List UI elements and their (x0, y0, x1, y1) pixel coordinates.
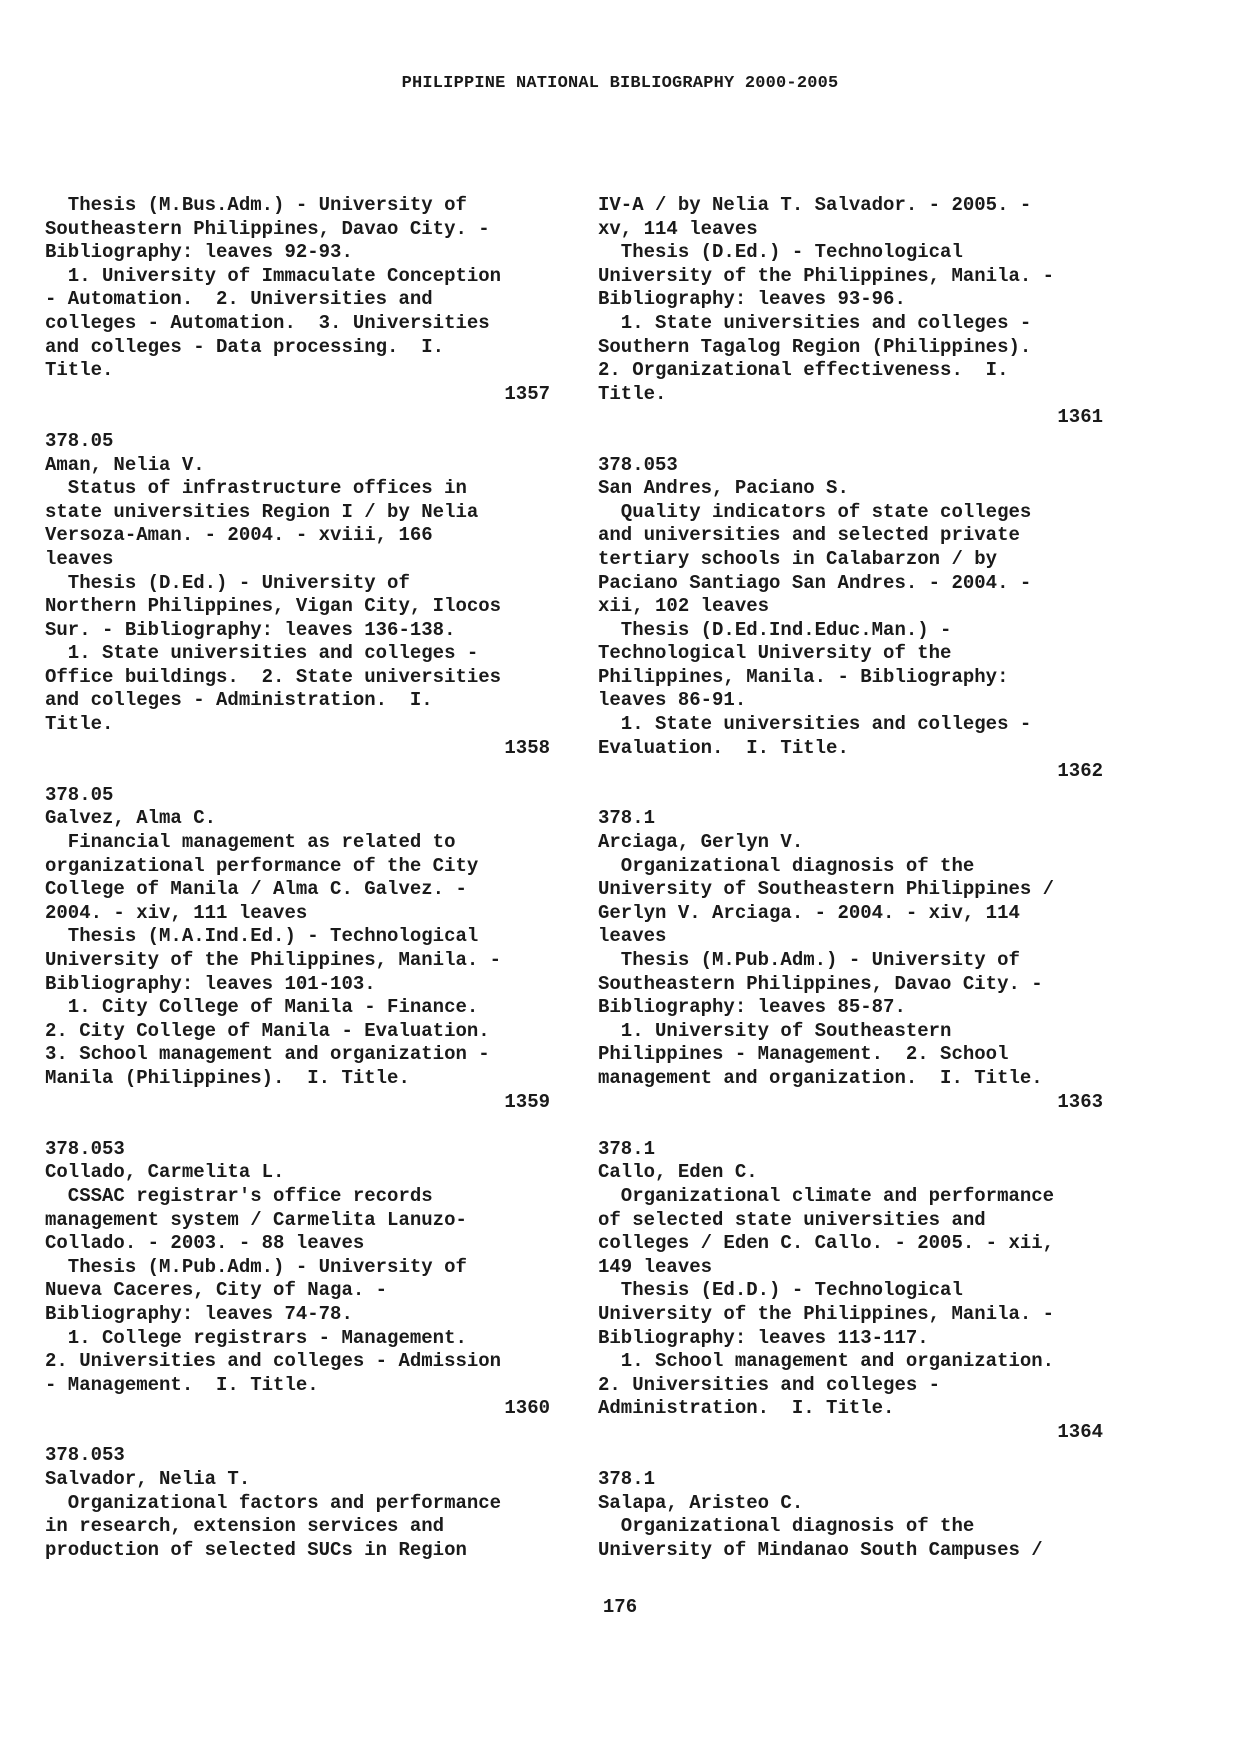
call-number: 378.1 (598, 1468, 656, 1491)
entry-line: 1. School management and organization. (598, 1350, 1055, 1373)
entry-1357-continued (45, 194, 550, 406)
entry-line: CSSAC registrar's office records (45, 1184, 433, 1207)
entry-line: colleges - Automation. 3. Universities (45, 311, 490, 334)
entry-line: 1. State universities and colleges - (598, 311, 1032, 334)
entry-line: Thesis (M.A.Ind.Ed.) - Technological (45, 925, 479, 948)
entry-line: Administration. I. Title. (598, 1397, 895, 1420)
entry-line: Bibliography: leaves 74-78. (45, 1302, 353, 1325)
author: San Andres, Paciano S. (598, 477, 849, 500)
entry-number: 1363 (1057, 1090, 1103, 1113)
entry-line: Technological University of the (598, 642, 952, 665)
entry-line: state universities Region I / by Nelia (45, 500, 479, 523)
entry-line: Paciano Santiago San Andres. - 2004. - (598, 571, 1032, 594)
entry-1361-continued (598, 194, 1103, 430)
entry-number: 1359 (504, 1090, 550, 1113)
entry-line: 1. City College of Manila - Finance. (45, 996, 479, 1019)
entry-1364 (598, 1138, 1103, 1445)
entry-line: management and organization. I. Title. (598, 1066, 1043, 1089)
entry-line: 1. University of Immaculate Conception (45, 264, 502, 287)
entry-line: IV-A / by Nelia T. Salvador. - 2005. - (598, 194, 1032, 216)
entry-number: 1357 (504, 382, 550, 405)
entry-line: xii, 102 leaves (598, 595, 770, 618)
entry-line: Sur. - Bibliography: leaves 136-138. (45, 618, 456, 641)
entry-spacer (45, 1114, 550, 1138)
entry-line: in research, extension services and (45, 1515, 445, 1538)
entry-line: Organizational diagnosis of the (598, 854, 975, 877)
entry-line: Southeastern Philippines, Davao City. - (598, 972, 1043, 995)
author: Callo, Eden C. (598, 1161, 758, 1184)
entry-line: University of the Philippines, Manila. - (598, 1302, 1055, 1325)
entry-line: 1. University of Southeastern (598, 1019, 952, 1042)
entry-line: - Automation. 2. Universities and (45, 288, 433, 311)
entry-line: Thesis (D.Ed.) - University of (45, 571, 410, 594)
entry-line: Thesis (Ed.D.) - Technological (598, 1279, 963, 1302)
author: Salvador, Nelia T. (45, 1468, 251, 1491)
entry-line: - Management. I. Title. (45, 1373, 319, 1396)
entry-line: Southern Tagalog Region (Philippines). (598, 335, 1032, 358)
entry-line: leaves (45, 547, 114, 570)
entry-number: 1361 (1057, 406, 1103, 429)
entry-line: and colleges - Administration. I. (45, 689, 433, 712)
entry-line: production of selected SUCs in Region (45, 1538, 467, 1561)
author: Salapa, Aristeo C. (598, 1491, 804, 1514)
entry-line: Organizational factors and performance (45, 1491, 502, 1514)
entry-1361-start (45, 1444, 550, 1562)
entry-line: Bibliography: leaves 113-117. (598, 1326, 929, 1349)
entry-number: 1358 (504, 736, 550, 759)
entry-line: 2004. - xiv, 111 leaves (45, 901, 308, 924)
call-number: 378.1 (598, 807, 656, 830)
entry-line: 3. School management and organization - (45, 1043, 490, 1066)
call-number: 378.05 (45, 783, 114, 806)
entry-line: Title. (45, 359, 114, 382)
entry-line: Quality indicators of state colleges (598, 500, 1032, 523)
author: Arciaga, Gerlyn V. (598, 831, 804, 854)
call-number: 378.053 (45, 1444, 125, 1467)
entry-line: Gerlyn V. Arciaga. - 2004. - xiv, 114 (598, 901, 1020, 924)
entry-line: and colleges - Data processing. I. (45, 335, 445, 358)
entry-number: 1362 (1057, 760, 1103, 783)
entry-line: Southeastern Philippines, Davao City. - (45, 217, 490, 240)
entry-line: management system / Carmelita Lanuzo- (45, 1208, 467, 1231)
entry-spacer (45, 406, 550, 430)
entry-line: xv, 114 leaves (598, 217, 758, 240)
entry-line: 2. Universities and colleges - Admission (45, 1350, 502, 1373)
entry-1363 (598, 807, 1103, 1114)
entry-line: tertiary schools in Calabarzon / by (598, 547, 998, 570)
entry-line: Title. (598, 382, 667, 405)
entry-line: Organizational diagnosis of the (598, 1515, 975, 1538)
entry-line: Northern Philippines, Vigan City, Ilocos (45, 595, 502, 618)
entry-line: organizational performance of the City (45, 854, 479, 877)
author: Aman, Nelia V. (45, 453, 205, 476)
entry-line: Bibliography: leaves 85-87. (598, 996, 906, 1019)
entry-line: Evaluation. I. Title. (598, 736, 849, 759)
entry-line: Status of infrastructure offices in (45, 477, 467, 500)
entry-line: University of the Philippines, Manila. - (598, 264, 1055, 287)
entry-line: Collado. - 2003. - 88 leaves (45, 1232, 365, 1255)
entry-1358 (45, 430, 550, 760)
entry-line: Nueva Caceres, City of Naga. - (45, 1279, 388, 1302)
entry-line: leaves (598, 925, 667, 948)
entry-line: 1. College registrars - Management. (45, 1326, 467, 1349)
entry-line: Organizational climate and performance (598, 1184, 1055, 1207)
entry-line: Thesis (M.Pub.Adm.) - University of (45, 1255, 467, 1278)
entry-line: and universities and selected private (598, 524, 1020, 547)
entry-spacer (45, 760, 550, 784)
right-column (598, 194, 1103, 1562)
entry-1365-start (598, 1468, 1103, 1562)
entry-line: Bibliography: leaves 92-93. (45, 241, 353, 264)
call-number: 378.053 (598, 453, 678, 476)
running-header: PHILIPPINE NATIONAL BIBLIOGRAPHY 2000-2005 (401, 74, 839, 93)
entry-1359 (45, 784, 550, 1114)
entry-1362 (598, 454, 1103, 784)
entry-line: Thesis (M.Pub.Adm.) - University of (598, 949, 1020, 971)
entry-line: College of Manila / Alma C. Galvez. - (45, 878, 467, 901)
entry-line: 1. State universities and colleges - (598, 713, 1032, 736)
entry-line: Thesis (M.Bus.Adm.) - University of (45, 194, 467, 216)
entry-line: Philippines, Manila. - Bibliography: (598, 665, 1009, 688)
entry-line: colleges / Eden C. Callo. - 2005. - xii, (598, 1232, 1055, 1255)
author: Galvez, Alma C. (45, 807, 217, 830)
entry-line: 2. Universities and colleges - (598, 1373, 941, 1396)
entry-line: Office buildings. 2. State universities (45, 665, 502, 688)
page-number: 176 (602, 1596, 638, 1618)
entry-line: 2. Organizational effectiveness. I. (598, 359, 1009, 382)
entry-line: Financial management as related to (45, 831, 456, 854)
entry-line: of selected state universities and (598, 1208, 986, 1231)
author: Collado, Carmelita L. (45, 1161, 285, 1184)
call-number: 378.05 (45, 429, 114, 452)
call-number: 378.1 (598, 1137, 656, 1160)
entry-number: 1364 (1057, 1420, 1103, 1443)
entry-line: Thesis (D.Ed.) - Technological (598, 241, 963, 264)
entry-line: Thesis (D.Ed.Ind.Educ.Man.) - (598, 618, 952, 641)
entry-line: Manila (Philippines). I. Title. (45, 1066, 410, 1089)
call-number: 378.053 (45, 1137, 125, 1160)
entry-line: Bibliography: leaves 101-103. (45, 972, 376, 995)
entry-line: Philippines - Management. 2. School (598, 1043, 1009, 1066)
entry-spacer (598, 430, 1103, 454)
entry-line: 149 leaves (598, 1255, 713, 1278)
entry-line: Versoza-Aman. - 2004. - xviii, 166 (45, 524, 433, 547)
entry-line: Title. (45, 713, 114, 736)
entry-line: 2. City College of Manila - Evaluation. (45, 1019, 490, 1042)
entry-line: University of the Philippines, Manila. - (45, 949, 502, 971)
entry-line: University of Southeastern Philippines / (598, 878, 1055, 901)
entry-line: Bibliography: leaves 93-96. (598, 288, 906, 311)
entry-spacer (598, 1444, 1103, 1468)
entry-number: 1360 (504, 1397, 550, 1420)
entry-line: 1. State universities and colleges - (45, 642, 479, 665)
entry-spacer (598, 1114, 1103, 1138)
entry-1360 (45, 1138, 550, 1421)
entry-spacer (598, 784, 1103, 808)
entry-line: University of Mindanao South Campuses / (598, 1538, 1043, 1561)
left-column (45, 194, 550, 1562)
entry-spacer (45, 1421, 550, 1445)
entry-line: leaves 86-91. (598, 689, 747, 712)
